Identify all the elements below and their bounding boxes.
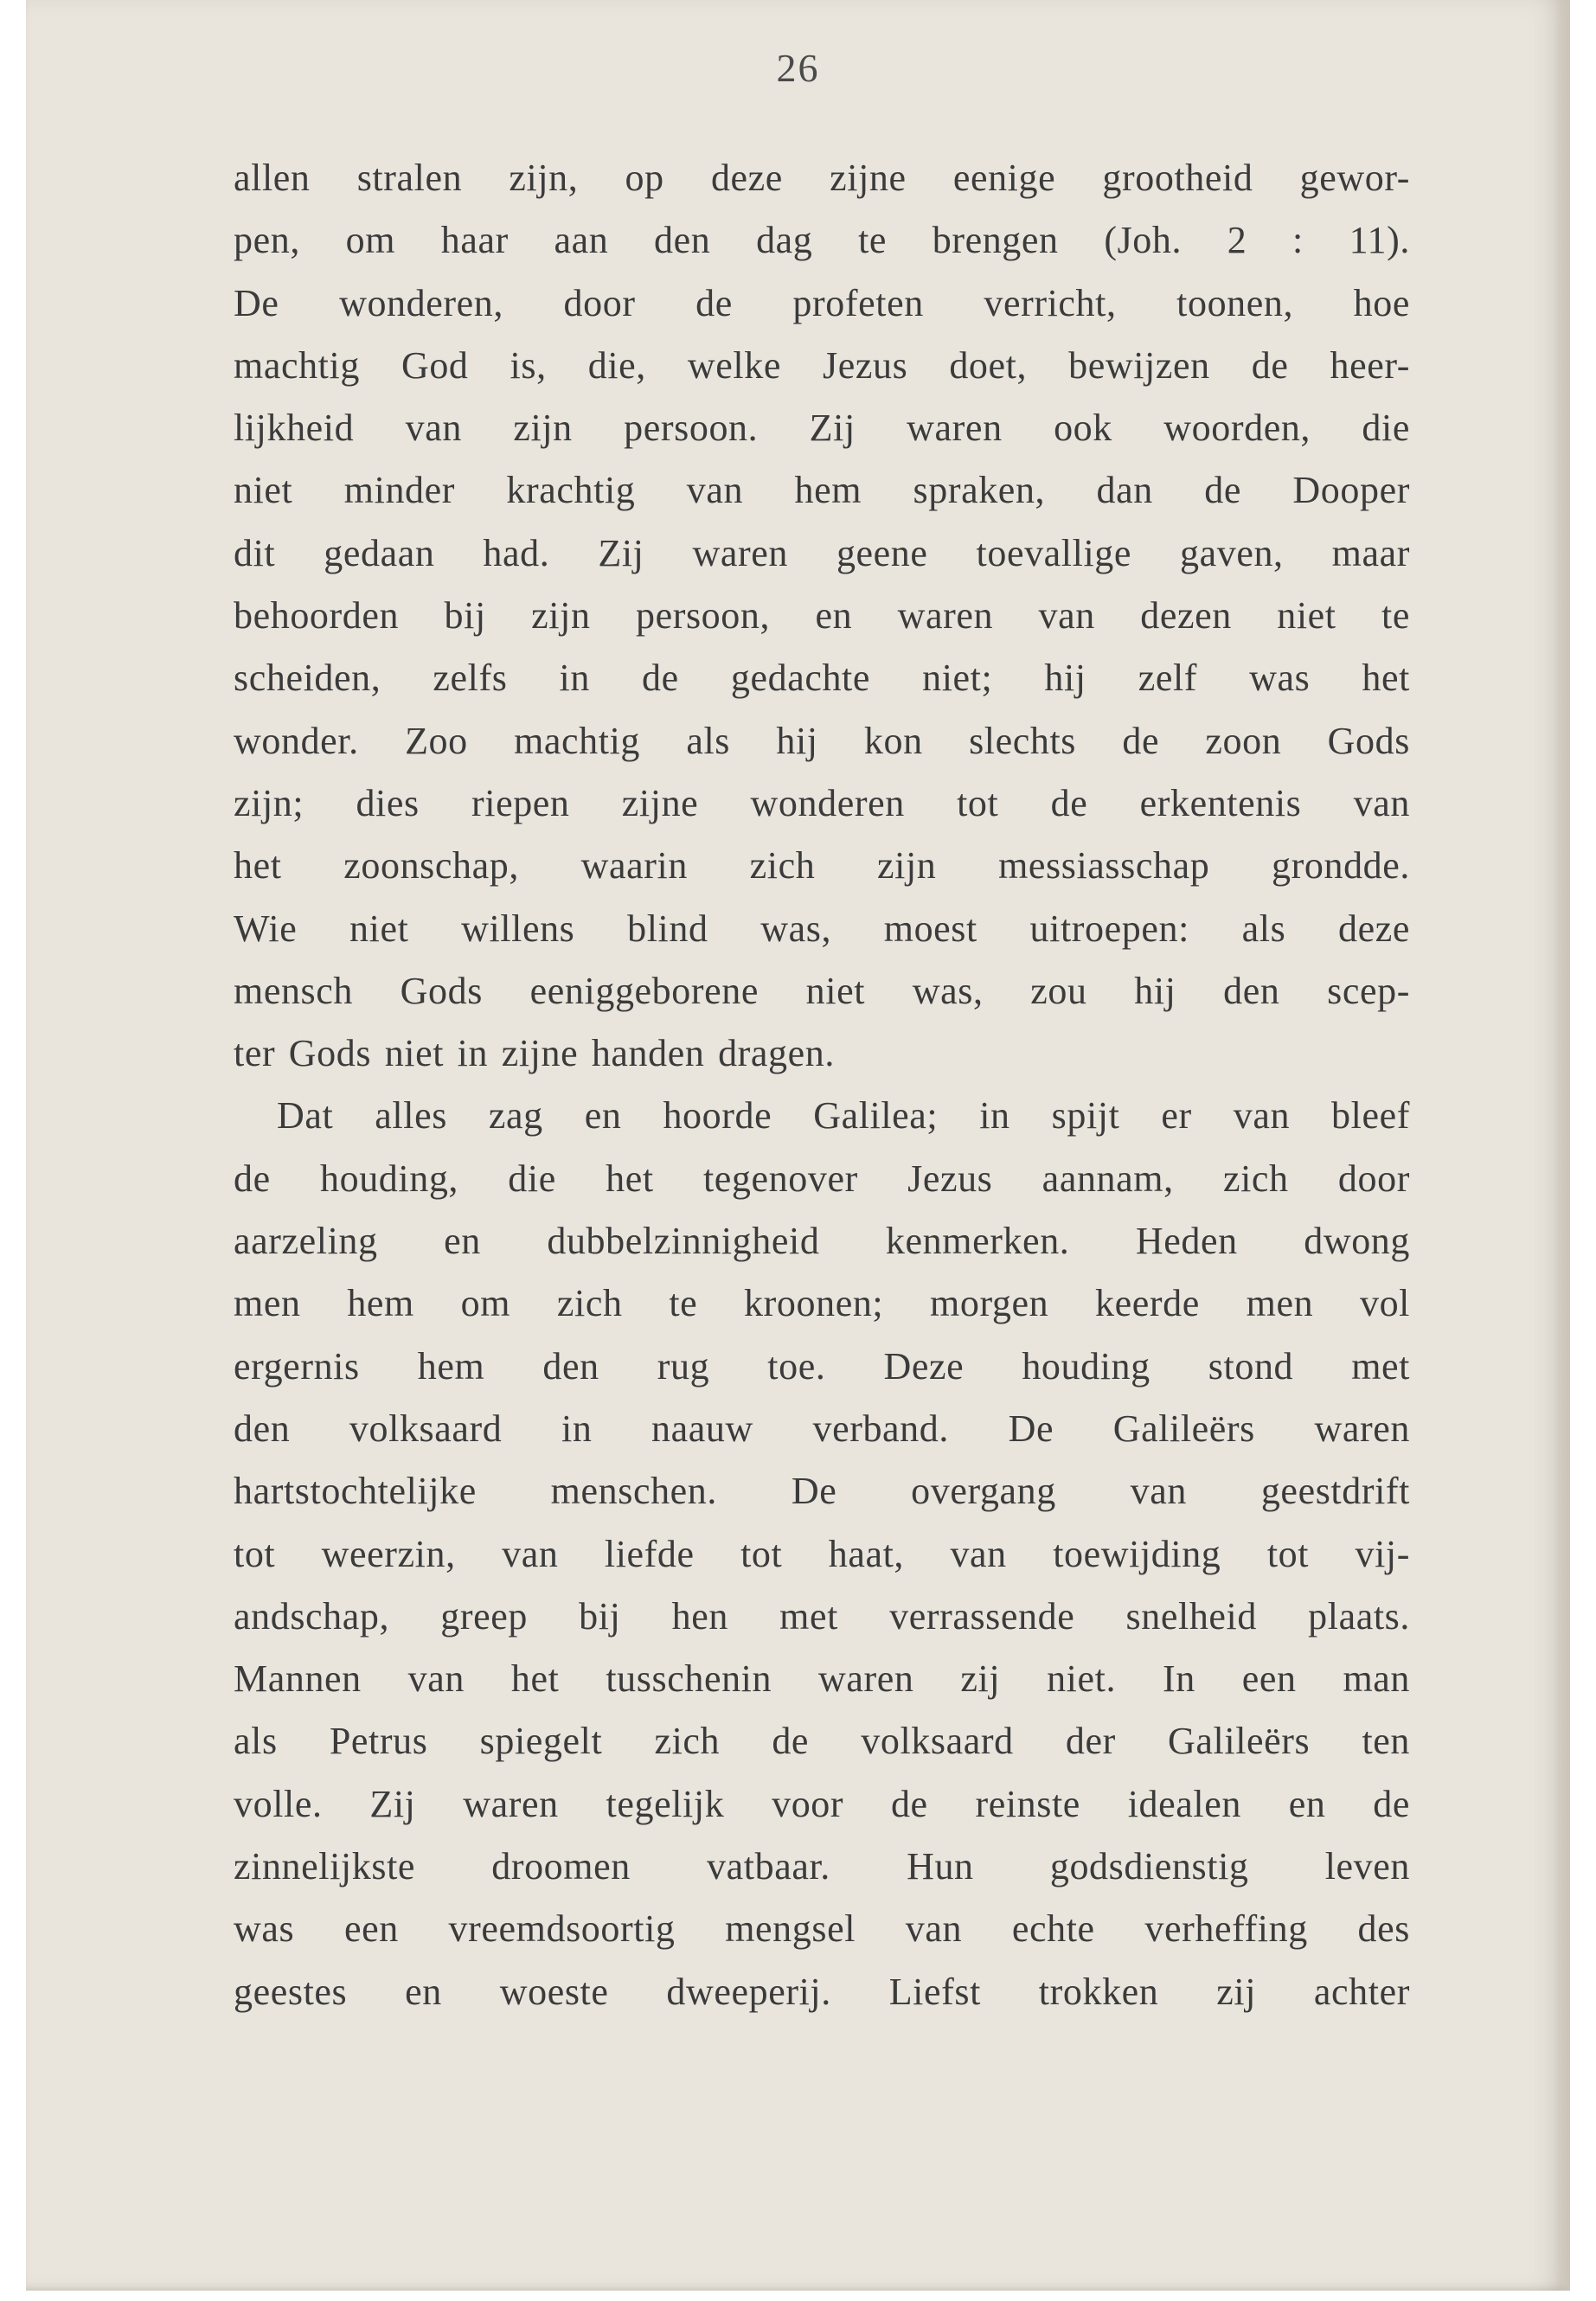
text-line: den volksaard in naauw verband. De Galileërs waren [234,1407,1410,1450]
text-line: pen, om haar aan den dag te brengen (Joh. 2 : 11). [234,219,1410,262]
text-line: het zoonschap, waarin zich zijn messiasschap grondde. [234,844,1410,888]
page-edge-shadow [1554,0,1570,2291]
text-line: dit gedaan had. Zij waren geene toevallige gaven, maar [234,531,1410,574]
text-line: behoorden bij zijn persoon, en waren van dezen niet te [234,594,1410,638]
text-line: wonder. Zoo machtig als hij kon slechts de zoon Gods [234,719,1410,762]
text-line: mensch Gods eeniggeborene niet was, zou hij den scep- [234,969,1410,1012]
text-line: zijn; dies riepen zijne wonderen tot de erkentenis van [234,781,1410,824]
text-line: De wonderen, door de profeten verricht, toonen, hoe [234,281,1410,324]
text-line: aarzeling en dubbelzinnigheid kenmerken. Heden dwong [234,1220,1410,1263]
text-line: men hem om zich te kroonen; morgen keerde men vol [234,1282,1410,1325]
body-text [234,147,1410,2023]
text-line: zinnelijkste droomen vatbaar. Hun godsdienstig leven [234,1845,1410,1888]
page-number: 26 [776,46,820,90]
paragraph-end-line: ter Gods niet in zijne handen dragen. [234,1032,835,1075]
text-line: was een vreemdsoortig mengsel van echte verheffing des [234,1907,1410,1951]
text-line: hartstochtelijke menschen. De overgang van geestdrift [234,1470,1410,1513]
text-line: niet minder krachtig van hem spraken, dan de Dooper [234,469,1410,512]
book-page [26,0,1570,2291]
text-line: scheiden, zelfs in de gedachte niet; hij zelf was het [234,657,1410,700]
paragraph-start-line: Dat alles zag en hoorde Galilea; in spijt er van bleef [277,1094,1410,1138]
text-line: geestes en woeste dweeperij. Liefst trokken zij achter [234,1970,1410,2013]
text-line: volle. Zij waren tegelijk voor de reinste idealen en de [234,1782,1410,1825]
text-line: machtig God is, die, welke Jezus doet, bewijzen de heer- [234,343,1410,387]
text-line: Mannen van het tusschenin waren zij niet. In een man [234,1657,1410,1701]
text-line: als Petrus spiegelt zich de volksaard der Galileërs ten [234,1720,1410,1763]
text-line: andschap, greep bij hen met verrassende snelheid plaats. [234,1594,1410,1638]
text-line: ergernis hem den rug toe. Deze houding stond met [234,1344,1410,1388]
text-line: tot weerzin, van liefde tot haat, van toewijding tot vij- [234,1532,1410,1575]
text-line: allen stralen zijn, op deze zijne eenige grootheid gewor- [234,157,1410,199]
text-line: lijkheid van zijn persoon. Zij waren ook woorden, die [234,407,1410,450]
text-line: de houding, die het tegenover Jezus aannam, zich door [234,1157,1410,1200]
text-line: Wie niet willens blind was, moest uitroepen: als deze [234,907,1410,950]
